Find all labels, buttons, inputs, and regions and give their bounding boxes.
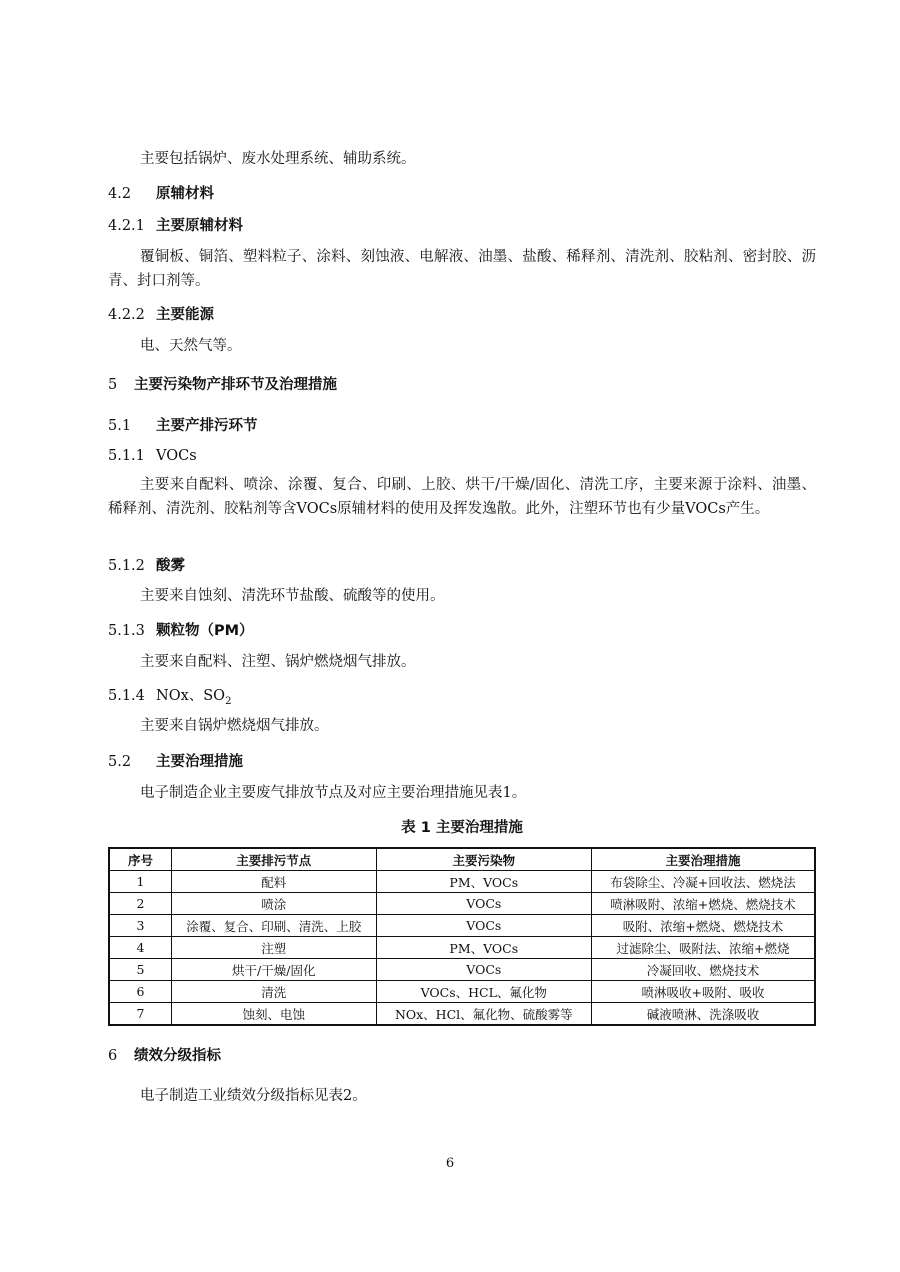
table-cell: 喷淋吸收+吸附、吸收 bbox=[592, 981, 815, 1003]
table-cell: PM、VOCs bbox=[376, 871, 591, 893]
table-cell: 注塑 bbox=[171, 937, 376, 959]
section-number: 4.2.2 bbox=[108, 307, 145, 323]
table-row bbox=[109, 915, 815, 937]
table-header-row bbox=[109, 848, 815, 871]
subscript: 2 bbox=[225, 695, 232, 707]
table-cell: 5 bbox=[109, 959, 171, 981]
section-6-heading bbox=[108, 1044, 816, 1068]
table-cell: 喷涂 bbox=[171, 893, 376, 915]
section-number: 5.1.2 bbox=[108, 558, 145, 574]
section-title: 主要产排污环节 bbox=[156, 418, 258, 434]
table-cell: 涂覆、复合、印刷、清洗、上胶 bbox=[171, 915, 376, 937]
table-cell: VOCs bbox=[376, 915, 591, 937]
section-title: 酸雾 bbox=[156, 558, 185, 574]
section-title: 颗粒物（PM） bbox=[156, 623, 254, 639]
table-cell: 1 bbox=[109, 871, 171, 893]
section-title: 主要污染物产排环节及治理措施 bbox=[134, 377, 337, 393]
section-5-1-4-heading bbox=[108, 684, 816, 714]
page-number: 6 bbox=[445, 1156, 455, 1171]
table-cell: NOx、HCl、氟化物、硫酸雾等 bbox=[376, 1003, 591, 1026]
section-5-1-1-paragraph: 主要来自配料、喷涂、涂覆、复合、印刷、上胶、烘干/干燥/固化、清洗工序，主要来源于涂料、油墨、稀释剂、清洗剂、胶粘剂等含VOCs原辅材料的使用及挥发逸散。此外，注塑环节也有少量VOCs产生。 bbox=[108, 477, 816, 517]
section-4-2-2-paragraph: 电、天然气等。 bbox=[140, 338, 242, 354]
table-cell: 蚀刻、电蚀 bbox=[171, 1003, 376, 1026]
header-cell: 主要治理措施 bbox=[592, 848, 815, 871]
section-4-2-2-heading bbox=[108, 303, 816, 327]
section-title: VOCs bbox=[156, 448, 197, 464]
table-cell: VOCs、HCL、氟化物 bbox=[376, 981, 591, 1003]
table-cell: 4 bbox=[109, 937, 171, 959]
section-5-1-3-paragraph: 主要来自配料、注塑、锅炉燃烧烟气排放。 bbox=[140, 654, 416, 670]
table-cell: 冷凝回收、燃烧技术 bbox=[592, 959, 815, 981]
section-6-paragraph: 电子制造工业绩效分级指标见表2。 bbox=[140, 1088, 367, 1104]
section-number: 5 bbox=[108, 377, 118, 393]
header-cell: 主要污染物 bbox=[376, 848, 591, 871]
section-title-text: NOx、SO bbox=[156, 688, 226, 704]
section-title bbox=[156, 688, 232, 707]
section-5-1-3-heading bbox=[108, 619, 816, 643]
measures-table bbox=[108, 847, 816, 1026]
table-cell: 6 bbox=[109, 981, 171, 1003]
table-cell: 配料 bbox=[171, 871, 376, 893]
table-cell: 2 bbox=[109, 893, 171, 915]
table-cell: 喷淋吸附、浓缩+燃烧、燃烧技术 bbox=[592, 893, 815, 915]
intro-paragraph: 主要包括锅炉、废水处理系统、辅助系统。 bbox=[140, 151, 416, 167]
section-number: 6 bbox=[108, 1048, 118, 1064]
section-5-1-2-heading bbox=[108, 554, 816, 578]
table-row bbox=[109, 959, 815, 981]
section-number: 5.2 bbox=[108, 754, 132, 770]
table-cell: 过滤除尘、吸附法、浓缩+燃烧 bbox=[592, 937, 815, 959]
table-cell: PM、VOCs bbox=[376, 937, 591, 959]
table-cell: 3 bbox=[109, 915, 171, 937]
header-cell: 序号 bbox=[109, 848, 171, 871]
section-4-2-1-heading bbox=[108, 214, 816, 238]
table-cell: 清洗 bbox=[171, 981, 376, 1003]
table-cell: VOCs bbox=[376, 959, 591, 981]
section-title: 原辅材料 bbox=[156, 186, 214, 202]
section-number: 4.2 bbox=[108, 186, 132, 202]
table-row bbox=[109, 981, 815, 1003]
section-number: 5.1 bbox=[108, 418, 132, 434]
section-4-2-heading bbox=[108, 182, 816, 206]
section-4-2-1-paragraph: 覆铜板、铜箔、塑料粒子、涂料、刻蚀液、电解液、油墨、盐酸、稀释剂、清洗剂、胶粘剂、密封胶、沥青、封口剂等。 bbox=[108, 249, 816, 289]
section-5-1-4-paragraph: 主要来自锅炉燃烧烟气排放。 bbox=[140, 718, 329, 734]
table-cell: 7 bbox=[109, 1003, 171, 1026]
section-number: 5.1.3 bbox=[108, 623, 145, 639]
section-5-1-1-heading bbox=[108, 444, 816, 468]
section-5-1-2-paragraph: 主要来自蚀刻、清洗环节盐酸、硫酸等的使用。 bbox=[140, 588, 445, 604]
table-cell: 布袋除尘、冷凝+回收法、燃烧法 bbox=[592, 871, 815, 893]
section-5-2-paragraph: 电子制造企业主要废气排放节点及对应主要治理措施见表1。 bbox=[140, 785, 527, 801]
table-cell: 碱液喷淋、洗涤吸收 bbox=[592, 1003, 815, 1026]
section-5-2-heading bbox=[108, 750, 816, 774]
section-title: 主要治理措施 bbox=[156, 754, 243, 770]
table-cell: 烘干/干燥/固化 bbox=[171, 959, 376, 981]
section-number: 5.1.1 bbox=[108, 448, 145, 464]
table-caption: 表 1 主要治理措施 bbox=[401, 820, 523, 836]
section-5-heading bbox=[108, 373, 816, 397]
section-title: 绩效分级指标 bbox=[134, 1048, 221, 1064]
section-title: 主要原辅材料 bbox=[156, 218, 243, 234]
table-row bbox=[109, 937, 815, 959]
header-cell: 主要排污节点 bbox=[171, 848, 376, 871]
section-number: 5.1.4 bbox=[108, 688, 145, 704]
table-cell: VOCs bbox=[376, 893, 591, 915]
table-row bbox=[109, 1003, 815, 1026]
table-cell: 吸附、浓缩+燃烧、燃烧技术 bbox=[592, 915, 815, 937]
table-row bbox=[109, 893, 815, 915]
section-title: 主要能源 bbox=[156, 307, 214, 323]
table-row bbox=[109, 871, 815, 893]
section-number: 4.2.1 bbox=[108, 218, 145, 234]
section-5-1-heading bbox=[108, 414, 816, 438]
